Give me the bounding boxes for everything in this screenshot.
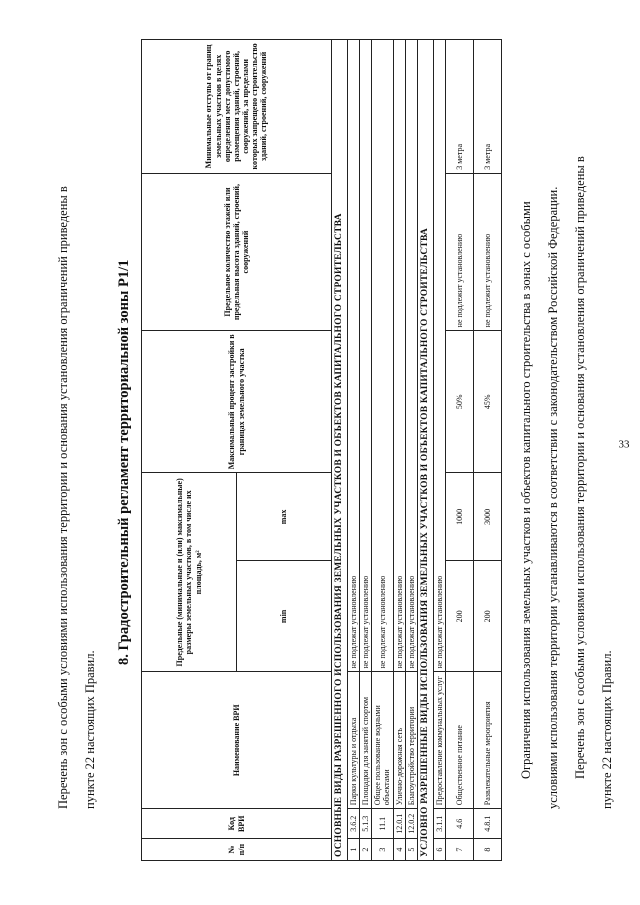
zone-regulation-table [141, 39, 502, 861]
header-setback: Минимальные отступы от границ земельных участков в целях определения мест допустимого размещения зданий, строений, сооружений, за пределами которых запрещено строительство зданий, строений, сооружений [142, 40, 332, 174]
closing-line-4: пункте 22 настоящих Правил. [600, 650, 614, 809]
header-num: № п/п [142, 839, 332, 861]
page-number: 33 [618, 438, 630, 451]
closing-line-2: условиями использования территории устанавливаются в соответствии с законодательством Российской Федерации. [546, 186, 560, 809]
header-max: max [237, 473, 332, 561]
table-row: 8 4.8.1 Развлекательные мероприятия 200 3000 45% не подлежит установлению 3 метра [474, 40, 502, 861]
header-code: Код ВРИ [142, 809, 332, 839]
section-conditional-heading: УСЛОВНО РАЗРЕШЕННЫЕ ВИДЫ ИСПОЛЬЗОВАНИЯ ЗЕМЕЛЬНЫХ УЧАСТКОВ И ОБЪЕКТОВ КАПИТАЛЬНОГО СТРОИТЕЛЬСТВА [418, 40, 434, 861]
closing-line-1: Ограничения использования земельных участков и объектов капитального строительства в зонах с особыми [519, 201, 533, 779]
header-plot-size: Предельные (минимальные и (или) максимальные) размеры земельных участков, в том числе их площадь, м² [142, 473, 237, 672]
intro-line-1: Перечень зон с особыми условиями использования территории и основания установления ограничений приведены в [56, 186, 70, 809]
header-floors: Предельное количество этажей или предельная высота зданий, строений, сооружений [142, 173, 332, 331]
intro-paragraph [50, 49, 104, 809]
table-row: 6 3.1.1 Предоставление коммунальных услуг не подлежат установлению [433, 40, 445, 861]
closing-paragraph [513, 49, 621, 809]
header-min: min [237, 561, 332, 672]
header-name: Наименование ВРИ [142, 672, 332, 809]
section-title: 8. Градостроительный регламент территориальной зоны Р1/1 [116, 259, 132, 665]
table-row: 4 12.0.1 Улично-дорожная сеть не подлежат установлению [393, 40, 405, 861]
table-row: 7 4.6 Общественное питание 200 1000 50% не подлежит установлению 3 метра [446, 40, 474, 861]
section-main-heading: ОСНОВНЫЕ ВИДЫ РАЗРЕШЕННОГО ИСПОЛЬЗОВАНИЯ ЗЕМЕЛЬНЫХ УЧАСТКОВ И ОБЪЕКТОВ КАПИТАЛЬНОГО СТРОИТЕЛЬСТВА [332, 40, 348, 861]
table-row: 3 11.1 Общее пользование водными объектами не подлежат установлению [372, 40, 393, 861]
table-row: 5 12.0.2 Благоустройство территории не подлежат установлению [405, 40, 417, 861]
intro-line-2: пункте 22 настоящих Правил. [83, 650, 97, 809]
closing-line-3: Перечень зон с особыми условиями использования территории и основания установления ограничений приведены в [573, 156, 587, 779]
table-row: 1 3.6.2 Парки культуры и отдыха не подлежат установлению [347, 40, 359, 861]
table-row: 2 5.1.3 Площадки для занятий спортом не подлежат установлению [360, 40, 372, 861]
header-coverage: Максимальный процент застройки в границах земельного участка [142, 331, 332, 473]
